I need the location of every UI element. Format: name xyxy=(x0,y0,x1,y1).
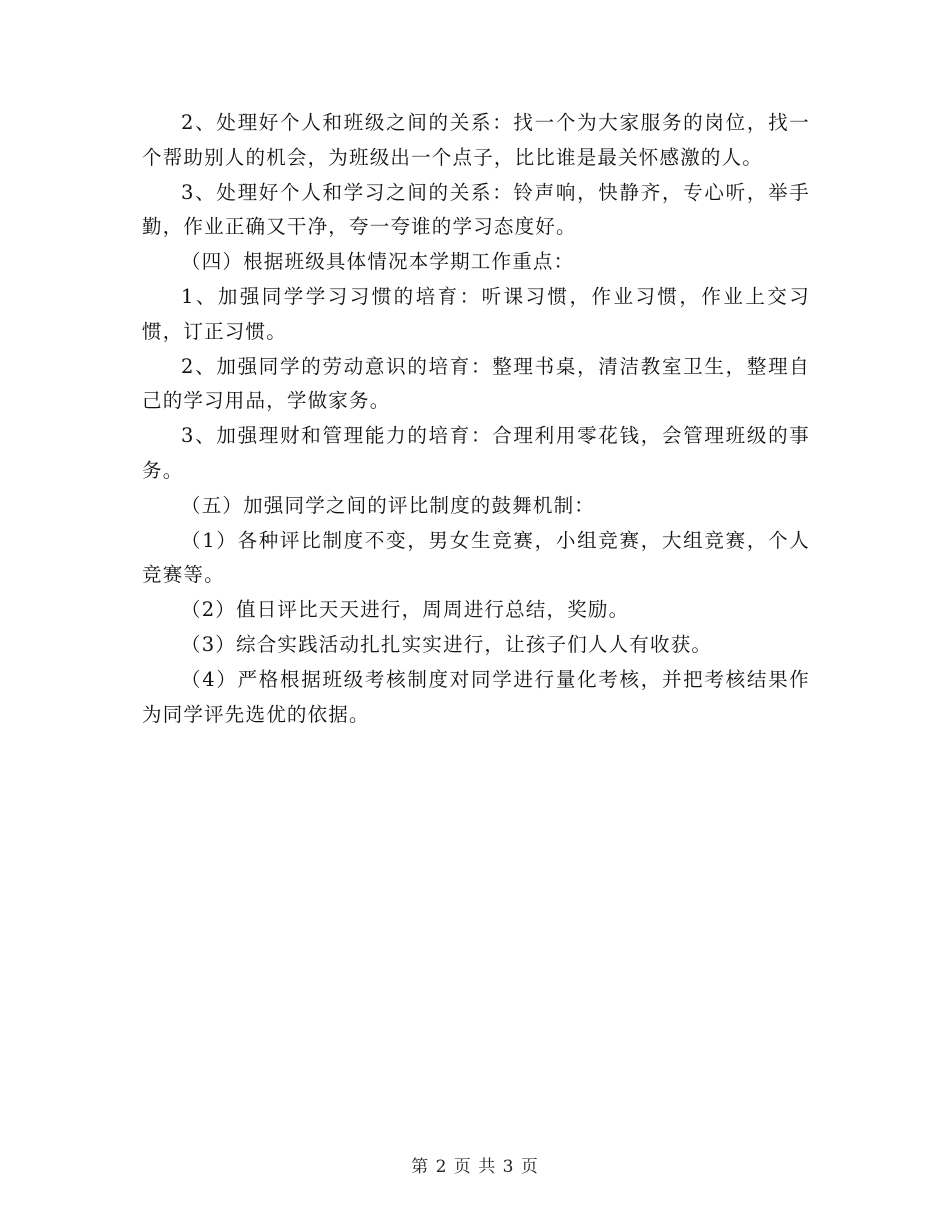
paragraph-money-management: 3、加强理财和管理能力的培育：合理利用零花钱，会管理班级的事务。 xyxy=(142,424,810,482)
paragraph-labor-awareness: 2、加强同学的劳动意识的培育：整理书桌，清洁教室卫生，整理自己的学习用品，学做家务。 xyxy=(142,354,810,413)
page-number-footer: 第 2 页 共 3 页 xyxy=(411,1157,539,1177)
list-item-assessment: （4）严格根据班级考核制度对同学进行量化考核，并把考核结果作为同学评先选优的依据。 xyxy=(142,667,810,726)
list-item-competitions: （1）各种评比制度不变，男女生竞赛，小组竞赛，大组竞赛，个人竞赛等。 xyxy=(142,528,810,587)
list-item-practice-activities: （3）综合实践活动扎扎实实进行，让孩子们人人有收获。 xyxy=(181,632,713,656)
list-item-daily-evaluation: （2）值日评比天天进行，周周进行总结，奖励。 xyxy=(181,598,630,622)
paragraph-relation-class: 2、处理好个人和班级之间的关系：找一个为大家服务的岗位，找一个帮助别人的机会，为班级出一个点子，比比谁是最关怀感激的人。 xyxy=(142,111,810,169)
paragraph-study-habits: 1、加强同学学习习惯的培育：听课习惯，作业习惯，作业上交习惯，订正习惯。 xyxy=(142,284,810,343)
paragraph-relation-study: 3、处理好个人和学习之间的关系：铃声响，快静齐，专心听，举手勤，作业正确又干净，夸一夸谁的学习态度好。 xyxy=(142,180,810,239)
section-heading-five: （五）加强同学之间的评比制度的鼓舞机制： xyxy=(181,493,596,517)
section-heading-four: （四）根据班级具体情况本学期工作重点： xyxy=(181,250,575,274)
document-body xyxy=(142,106,810,732)
